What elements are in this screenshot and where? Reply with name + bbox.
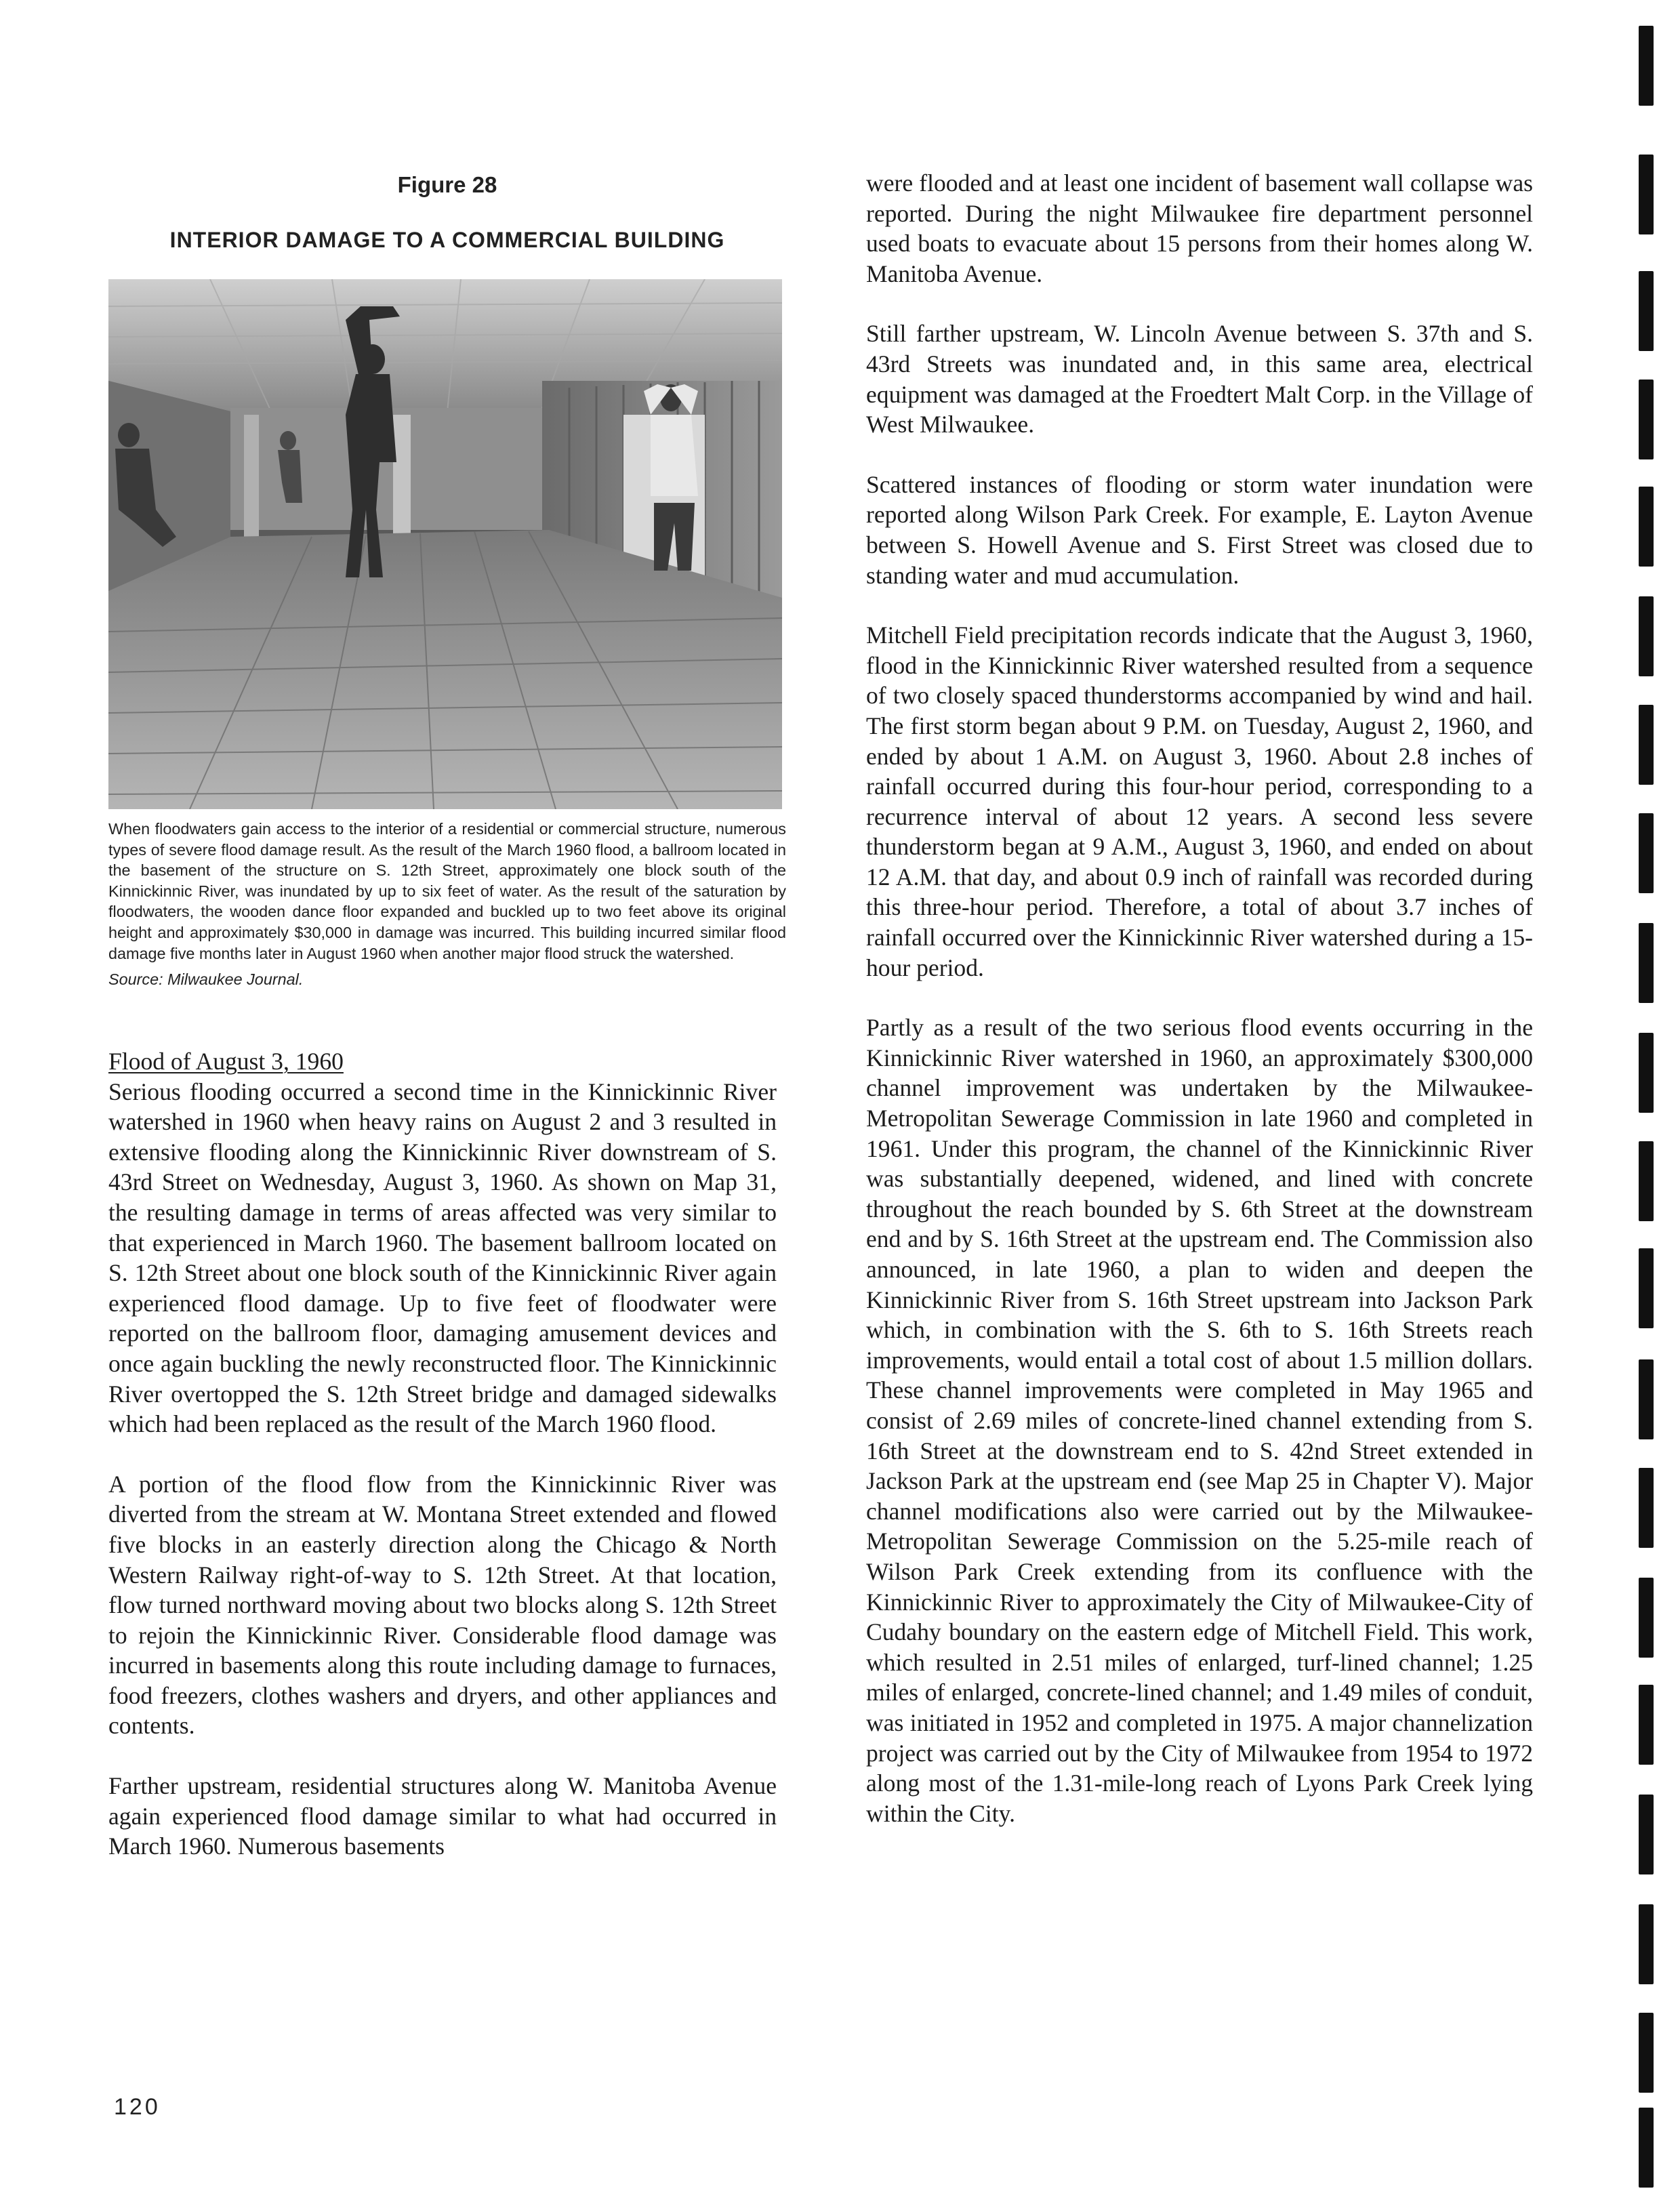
paragraph: Serious flooding occurred a second time in the Kinnickinnic River watershed in 1960 when heavy rains on August 2 and 3 resulted in extensive flooding along the Kinnickinnic River downstream of S. 43rd Street on Wednesday, August 3, 1960. As shown on Map 31, the resulting damage in terms of areas affected was very similar to that experienced in March 1960. The basement ballroom located on S. 12th Street about one block south of the Kinnickinnic River again experienced flood damage. Up to five feet of floodwater were reported on the ballroom floor, damaging amusement devices and once again buckling the newly reconstructed floor. The Kinnickinnic River overtopped the S. 12th Street bridge and damaged sidewalks which had been replaced as the result of the March 1960 flood. [108, 1078, 777, 1438]
figure-photo [108, 279, 782, 809]
scan-mark [1639, 1904, 1654, 1984]
section-subheading-text: Flood of August 3, 1960 [108, 1048, 344, 1075]
scan-mark [1639, 923, 1654, 1003]
caption-text: When floodwaters gain access to the interior of a residential or commercial structure, numerous types of severe flood damage result. As the result of the March 1960 flood, a ballroom located in the basement of the structure on S. 12th Street, approximately one block south of the Kinnickinnic River, was inundated by up to six feet of water. As the result of the saturation by floodwaters, the wooden dance floor expanded and buckled up to two feet above its original height and approximately $30,000 in damage was incurred. This building incurred similar flood damage five months later in August 1960 when another major flood struck the watershed. [108, 820, 786, 962]
paragraph: Still farther upstream, W. Lincoln Avenue between S. 37th and S. 43rd Streets was inundated and, in this same area, electrical equipment was damaged at the Froedtert Malt Corp. in the Village of West Milwaukee. [866, 320, 1533, 438]
scan-mark [1639, 1685, 1654, 1765]
scan-mark [1639, 2013, 1654, 2093]
binding-marks [1639, 0, 1666, 2193]
paragraph: Partly as a result of the two serious flood events occurring in the Kinnickinnic River watershed in 1960, an approximately $300,000 channel improvement was undertaken by the Milwaukee-Metropolitan Sewerage Commission in late 1960 and completed in 1961. Under this program, the channel of the Kinnickinnic River was substantially deepened, widened, and lined with concrete throughout the reach bounded by S. 6th Street at the downstream end and by S. 16th Street at the upstream end. The Commission also announced, in late 1960, a plan to widen and deepen the Kinnickinnic River from S. 16th Street upstream into Jackson Park which, in combination with the S. 6th to S. 16th Streets reach improvements, would entail a total cost of about 1.5 million dollars. These channel improvements were completed in May 1965 and consist of 2.69 miles of concrete-lined channel extending from S. 16th Street at the downstream end to S. 42nd Street extended in Jackson Park at the upstream end (see Map 25 in Chapter V). Major channel modifications also were carried out by the Milwaukee-Metropolitan Sewerage Commission on the 5.25-mile reach of Wilson Park Creek extending from its confluence with the Kinnickinnic River to approximately the City of Milwaukee-City of Cudahy boundary on the eastern edge of Mitchell Field. This work, which resulted in 2.51 miles of enlarged, turf-lined channel; 1.25 miles of enlarged, concrete-lined channel; and 1.49 miles of conduit, was initiated in 1952 and completed in 1975. A major channelization project was carried out by the City of Milwaukee from 1954 to 1972 along most of the 1.31-mile-long reach of Lyons Park Creek lying within the City. [866, 1014, 1533, 1827]
page-number: 120 [114, 2094, 161, 2120]
left-column [108, 1046, 777, 1891]
caption-source: Source: Milwaukee Journal. [108, 970, 304, 989]
figure-heading: INTERIOR DAMAGE TO A COMMERCIAL BUILDING [169, 228, 725, 252]
figure-title: Figure 28 [397, 172, 497, 197]
scan-mark [1639, 155, 1654, 234]
scan-mark [1639, 1248, 1654, 1328]
scan-mark [1639, 271, 1654, 351]
paragraph: A portion of the flood flow from the Kinnickinnic River was diverted from the stream at W. Montana Street extended and flowed five blocks in an easterly direction along the Chicago & North Western Railway right-of-way to S. 12th Street. At that location, flow turned northward moving about two blocks along S. 12th Street to rejoin the Kinnickinnic River. Considerable flood damage was incurred in basements along this route including damage to furnaces, food freezers, clothes washers and dryers, and other appliances and contents. [108, 1470, 777, 1740]
right-column [866, 168, 1533, 1858]
section-subheading [108, 1046, 777, 1077]
scan-mark [1639, 1033, 1654, 1113]
scan-mark [1639, 596, 1654, 676]
scan-mark [1639, 1578, 1654, 1658]
scan-mark [1639, 1141, 1654, 1221]
paragraph: Scattered instances of flooding or storm water inundation were reported along Wilson Park Creek. For example, E. Layton Avenue between S. Howell Avenue and S. First Street was closed due to standing water and mud accumulation. [866, 470, 1533, 589]
scan-mark [1639, 380, 1654, 459]
scan-mark [1639, 2108, 1654, 2188]
paragraph: Farther upstream, residential structures along W. Manitoba Avenue again experienced flood damage similar to what had occurred in March 1960. Numerous basements [108, 1772, 777, 1860]
scan-mark [1639, 1468, 1654, 1548]
scan-mark [1639, 26, 1654, 106]
figure-caption [108, 819, 786, 990]
scan-mark [1639, 1795, 1654, 1874]
scan-mark [1639, 705, 1654, 785]
scan-mark [1639, 1359, 1654, 1439]
ballroom-photo-illustration [108, 279, 782, 809]
paragraph: Mitchell Field precipitation records indicate that the August 3, 1960, flood in the Kinnickinnic River watershed resulted from a sequence of two closely spaced thunderstorms accompanied by wind and hail. The first storm began about 9 P.M. on Tuesday, August 2, 1960, and ended by about 1 A.M. on August 3, 1960. About 2.8 inches of rainfall occurred during this four-hour period, corresponding to a recurrence interval of about 12 years. A second less severe thunderstorm began at 9 A.M., August 3, 1960, and ended on about 12 A.M. that day, and about 0.9 inch of rainfall was recorded during this three-hour period. Therefore, a total of about 3.7 inches of rainfall occurred over the Kinnickinnic River watershed during a 15-hour period. [866, 621, 1533, 981]
paragraph: were flooded and at least one incident of basement wall collapse was reported. During the night Milwaukee fire department personnel used boats to evacuate about 15 persons from their homes along W. Manitoba Avenue. [866, 169, 1533, 287]
scan-mark [1639, 487, 1654, 567]
scan-mark [1639, 813, 1654, 893]
